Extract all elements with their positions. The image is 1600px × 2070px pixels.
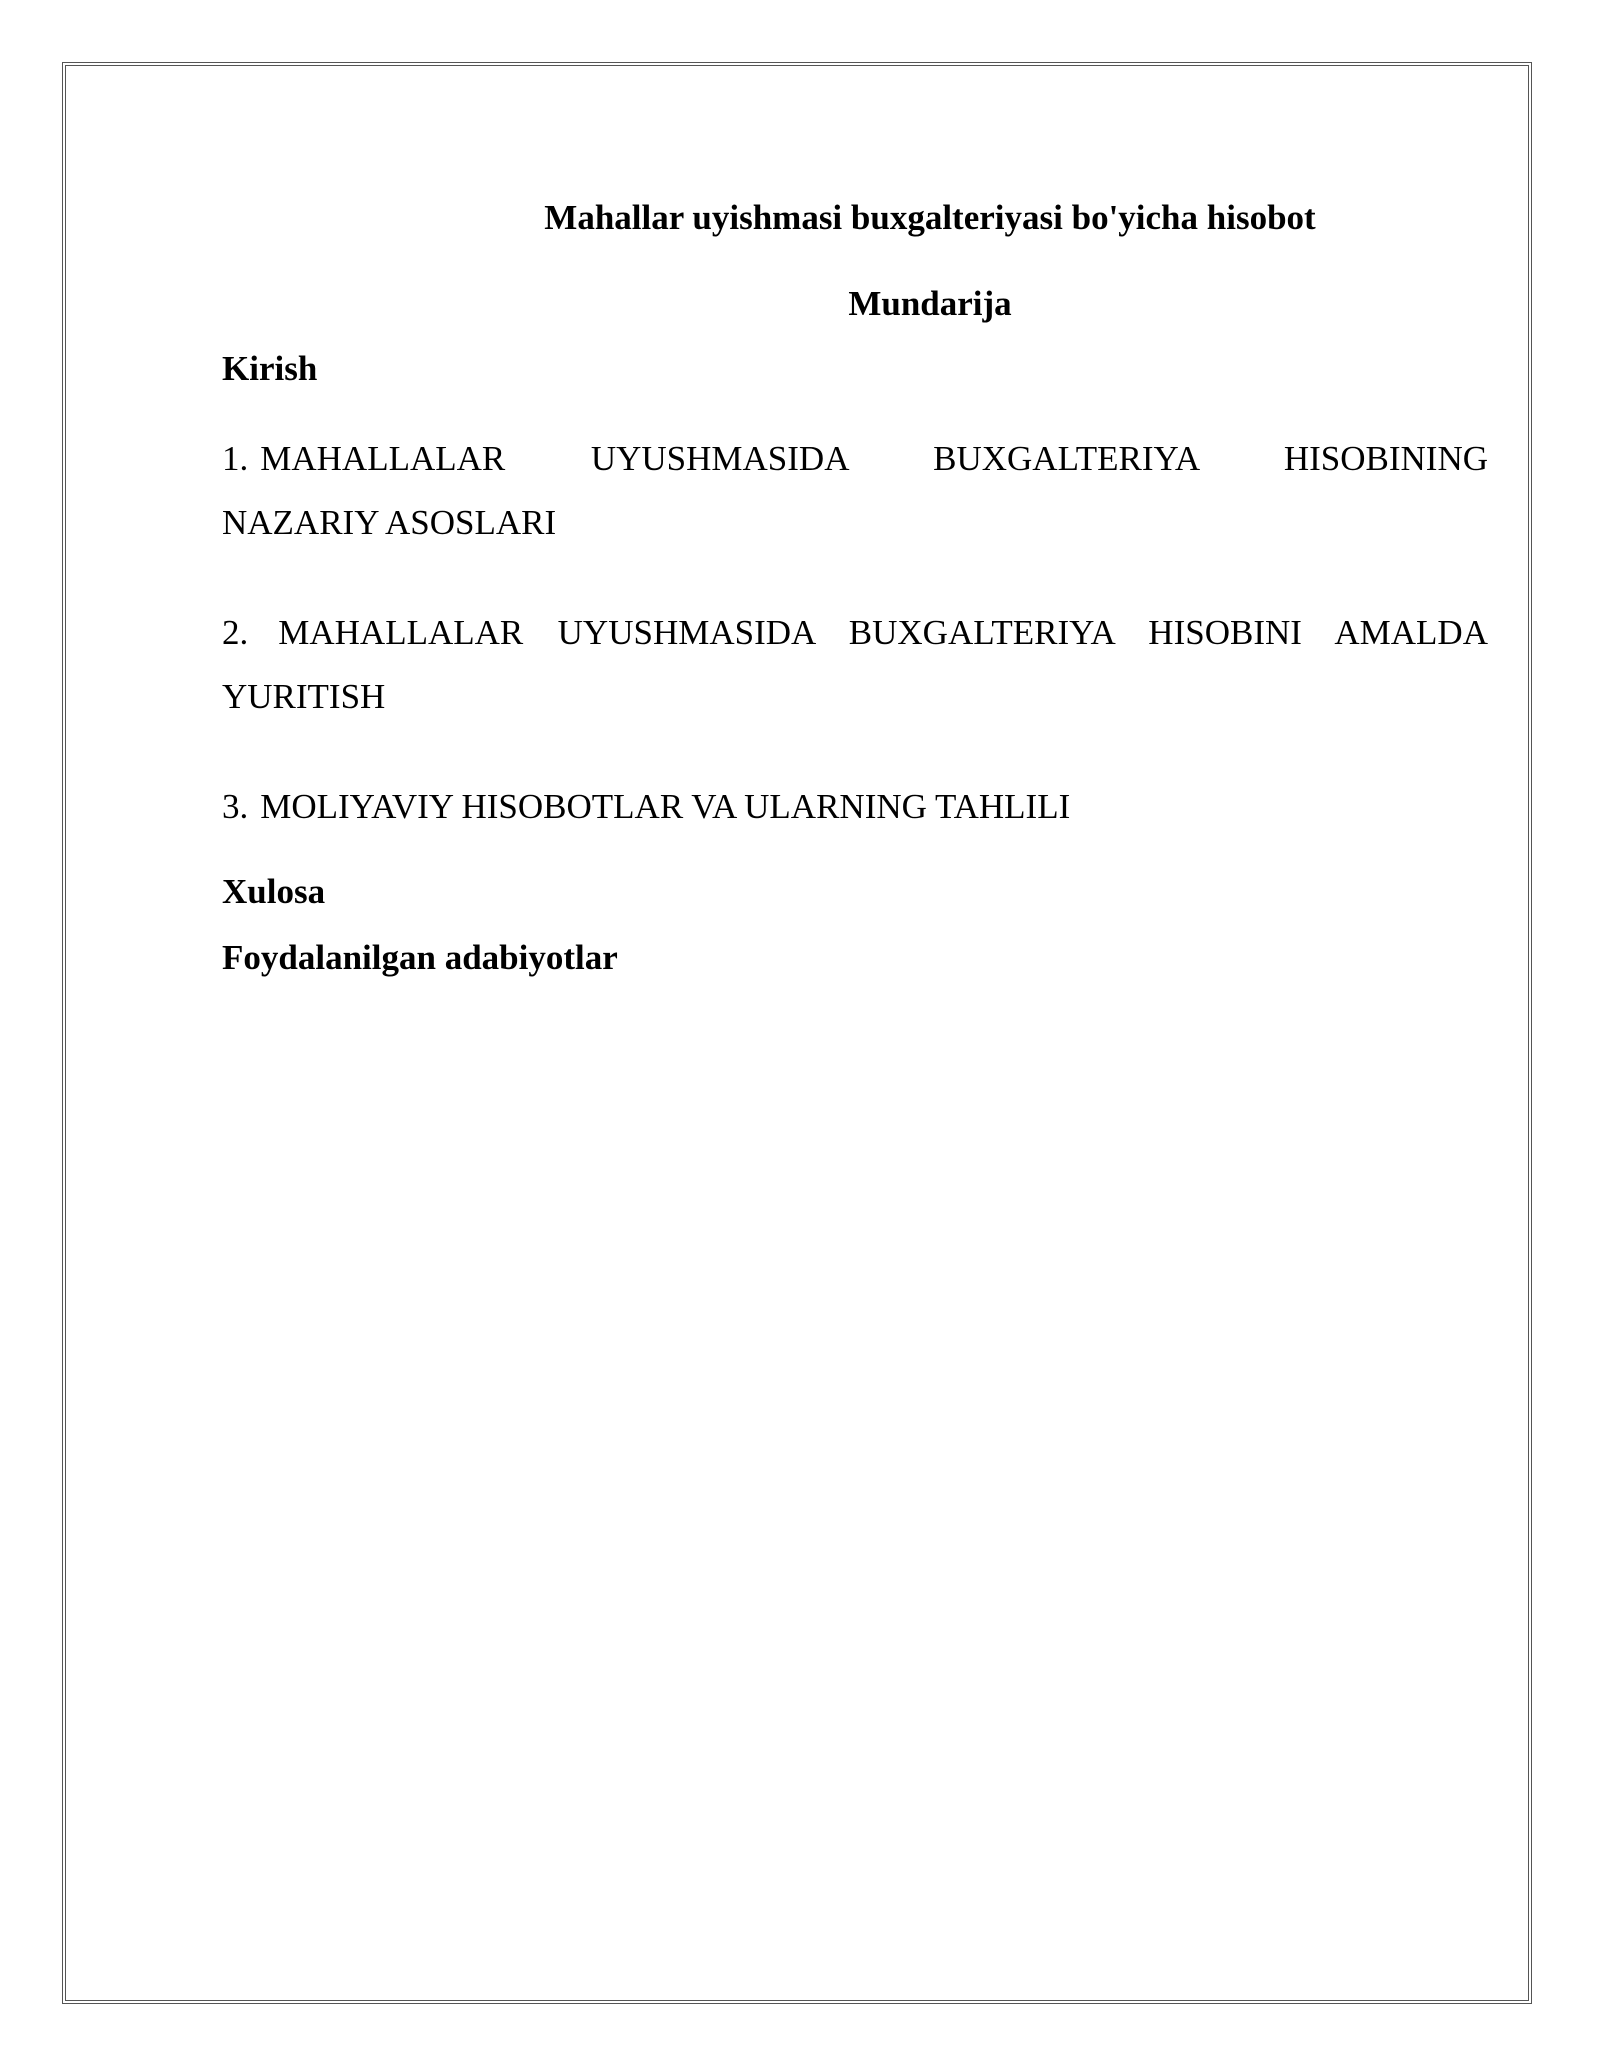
toc-section-2-number: 2.: [222, 613, 249, 652]
document-title: Mahallar uyishmasi buxgalteriyasi bo'yicha hisobot: [544, 198, 1316, 237]
toc-section-1-title: MAHALLALAR UYUSHMASIDA BUXGALTERIYA HISOBINING: [260, 439, 1488, 478]
toc-section-3-number: 3.: [222, 787, 249, 826]
toc-section-2-line1: [222, 601, 1488, 665]
toc-section-1: [222, 427, 1488, 555]
toc-section-3: [222, 775, 1488, 839]
toc-conclusion: Xulosa: [222, 872, 326, 911]
toc-heading: Mundarija: [848, 284, 1012, 323]
toc-section-3-line1: [222, 775, 1488, 839]
toc-section-1-line2: NAZARIY ASOSLARI: [222, 503, 557, 542]
toc-section-2-line2: YURITISH: [222, 677, 386, 716]
toc-section-1-number: 1.: [222, 439, 249, 478]
toc-references: Foydalanilgan adabiyotlar: [222, 938, 618, 977]
toc-section-3-title: MOLIYAVIY HISOBOTLAR VA ULARNING TAHLILI: [260, 787, 1071, 826]
toc-section-2: [222, 601, 1488, 729]
toc-section-1-line1: [222, 427, 1488, 491]
toc-section-2-title: MAHALLALAR UYUSHMASIDA BUXGALTERIYA HISOBINI AMALDA: [278, 613, 1488, 652]
toc-intro: Kirish: [222, 349, 318, 388]
